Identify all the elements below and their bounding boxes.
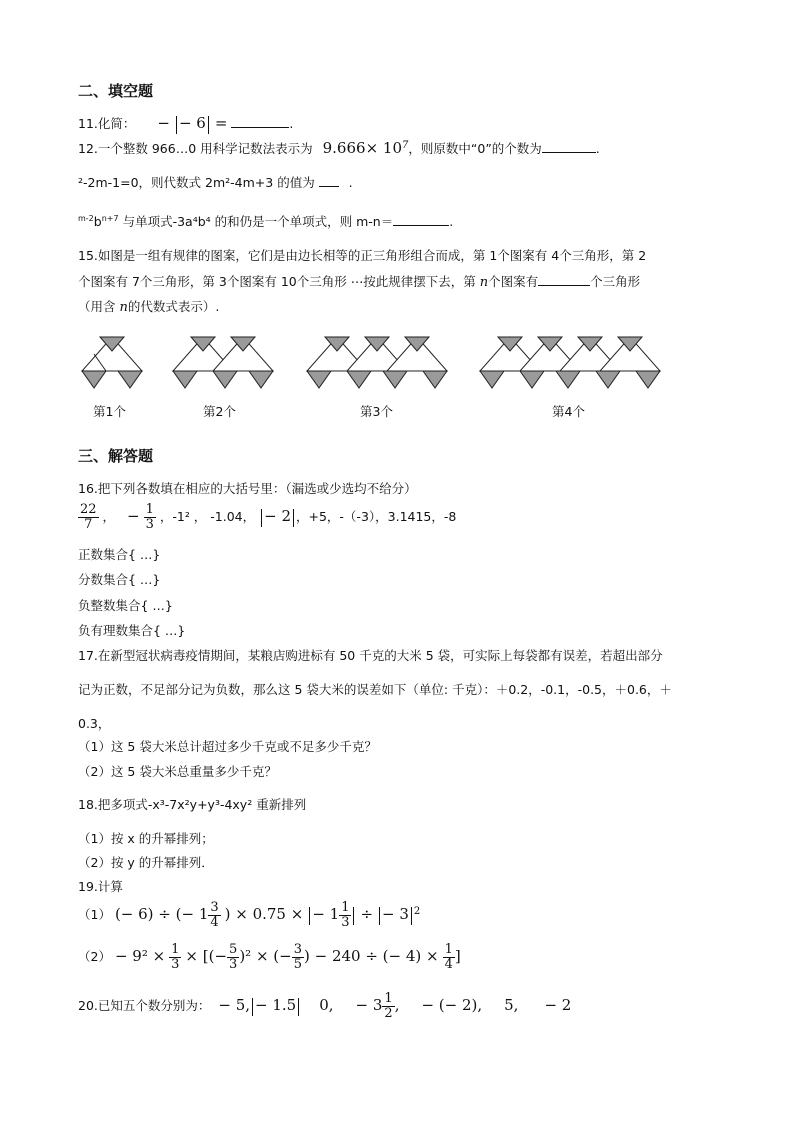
q19-p1-f2-den: 3 [341,915,350,930]
q15-var-n2: n [119,300,128,315]
q20-title: 20.已知五个数分别为： [78,998,211,1013]
question-18-title: 18.把多项式-x³-7x²y+y³-4xy² 重新排列 [78,797,307,812]
question-15-line3 [78,297,219,315]
q11-abs-inner: − 6 [178,114,206,132]
q19-p2-f1-num: 1 [171,942,180,957]
q13-answer-blank [319,174,339,187]
q20-c: 0, [319,996,334,1014]
q15-var-n: n [479,275,489,290]
q12-mid: ，则原数中“0”的个数为 [408,141,542,156]
question-15-line1: 15.如图是一组有规律的图案，它们是由边长相等的正三角形组合而成，第 1个图案有 4个三角形，第 2 [78,248,647,263]
q20-f-num: 1 [384,991,393,1006]
q13-text: ²-2m-1=0，则代数式 2m²-4m+3 的值为 [78,175,315,190]
q12-number: 9.666 [322,139,366,157]
q19-p2-frac3 [292,943,304,972]
q19-p1-e: − 3 [382,905,409,923]
q19-p1-b: ) × 0.75 × [224,905,304,923]
q19-p1-f2-num: 1 [341,900,350,915]
q15-line2c: 个三角形 [590,274,641,289]
pattern-2 [173,337,273,388]
q19-p2-c: )² × (− [239,947,292,965]
q16-set-negative-rational: 负有理数集合{ …} [78,623,186,638]
q16-f1-den: 7 [84,517,93,532]
q16-f1-num: 22 [80,502,97,517]
figure-caption-2: 第2个 [203,404,236,419]
q16-abs-right [293,509,294,527]
q19-p2-f3-den: 5 [293,957,302,972]
question-17-sub2: （2）这 5 袋大米总重量多少千克？ [78,764,277,779]
q19-p1-frac2 [339,901,351,930]
q11-equals: = [214,114,228,132]
q19-p1-label: （1） [78,907,111,922]
q16-abs-left [261,509,262,527]
q19-p1-a: (− 6) ÷ (− 1 [114,905,209,923]
q20-a: − 5, [218,996,251,1014]
q20-d: − 3 [355,996,383,1014]
q16-rest1: ，-1² ， -1.04， [159,509,256,524]
question-19-part2 [78,943,461,972]
question-15-line2 [78,272,640,290]
question-18-sub1: （1）按 x 的升幂排列； [78,831,214,846]
q19-p1-abs2-right [411,907,412,925]
q13-end: . [348,175,353,190]
question-16-title: 16.把下列各数填在相应的大括号里：（漏选或少选均不给分） [78,481,417,496]
q20-f: − (− 2), [421,996,483,1014]
q11-end: . [289,116,294,131]
q16-fraction-1-3 [144,503,156,532]
question-19-title: 19.计算 [78,879,123,894]
q14-sup1: m-2 [78,213,94,223]
q19-p2-f4-den: 4 [444,957,453,972]
q20-b: − 1.5 [255,996,297,1014]
question-17-line3: 0.3， [78,716,111,731]
q16-set-positive: 正数集合{ …} [78,547,161,562]
q19-p2-d: ) − 240 ÷ (− 4) × [303,947,439,965]
question-12 [78,139,600,157]
q19-p1-abs1-left [309,907,310,925]
section-title-solve: 三、解答题 [78,447,154,465]
q19-p1-exp: 2 [413,905,421,917]
q16-minus: − [127,507,140,525]
question-17-line2: 记为正数，不足部分记为负数，那么这 5 袋大米的误差如下（单位: 千克）：＋0.2，-0.1，-0.5，＋0.6，＋ [78,682,672,697]
q11-prefix: 11.化简： [78,116,136,131]
q19-p2-b: × [(− [185,947,228,965]
q12-end: . [595,141,600,156]
q14-end: . [449,214,454,229]
q16-sep1: ， [102,509,116,524]
question-18-sub2: （2）按 y 的升幂排列． [78,855,214,870]
q19-p1-c: − 1 [312,905,340,923]
pattern-1 [82,337,142,388]
pattern-4 [480,337,660,388]
q20-e: , [394,996,400,1014]
q14-b: b [93,214,102,229]
q16-abs-inner: − 2 [264,507,291,525]
question-17-line1: 17.在新型冠状病毒疫情期间，某粮店购进标有 50 千克的大米 5 袋，可实际上每袋都有误差，若超出部分 [78,648,663,663]
q19-p2-f2-den: 3 [229,957,238,972]
q15-answer-blank [538,273,590,286]
q12-answer-blank [542,140,596,153]
q19-p2-e: ] [454,947,461,965]
section-title-fill-in: 二、填空题 [78,82,154,100]
question-19-part1 [78,901,420,930]
question-13 [78,173,353,191]
q16-set-negative-integer: 负整数集合{ …} [78,598,173,613]
q11-minus: − [157,114,170,132]
figure-caption-4: 第4个 [552,404,585,419]
q11-abs-left [176,116,177,134]
q12-exponent: 7 [402,139,409,151]
q19-p2-frac4 [443,943,455,972]
q19-p1-f1-num: 3 [210,900,219,915]
q14-text: 与单项式-3a⁴b⁴ 的和仍是一个单项式，则 m-n＝ [118,214,394,229]
question-20 [78,992,571,1021]
q14-sup2: n+7 [101,213,119,223]
q16-f2-den: 3 [145,517,154,532]
q19-p1-abs1-right [353,907,354,925]
question-16-numbers [78,503,456,532]
q12-prefix: 12.一个整数 966…0 用科学记数法表示为 [78,141,313,156]
q16-f2-num: 1 [145,502,154,517]
q15-line2a: 个图案有 7个三角形，第 3个图案有 10个三角形 ⋯按此规律摆下去，第 [78,274,476,289]
q19-p1-f1-den: 4 [210,915,219,930]
q19-p2-a: − 9² × [114,947,166,965]
q15-line3b: 的代数式表示）. [127,299,220,314]
q15-line2b: 个图案有 [488,274,539,289]
figure-caption-3: 第3个 [360,404,393,419]
q20-g: 5, [504,996,519,1014]
q16-rest2: ，+5，-（-3），3.1415，-8 [296,509,457,524]
q20-abs-left [252,998,253,1016]
q19-p1-frac1 [208,901,220,930]
q20-f-den: 2 [384,1006,393,1021]
q20-fraction-1-2 [382,992,394,1021]
q11-answer-blank [231,115,289,128]
q20-abs-right [298,998,299,1016]
q19-p1-d: ÷ [360,905,374,923]
q16-set-fraction: 分数集合{ …} [78,572,161,587]
q19-p2-frac2 [227,943,239,972]
q19-p2-f3-num: 3 [293,942,302,957]
q19-p2-label: （2） [78,949,111,964]
q14-answer-blank [393,213,449,226]
q19-p2-f4-num: 1 [444,942,453,957]
q19-p1-abs2-left [379,907,380,925]
question-17-sub1: （1）这 5 袋大米总计超过多少千克或不足多少千克？ [78,739,377,754]
q19-p2-f1-den: 3 [171,957,180,972]
q19-p2-frac1 [169,943,181,972]
q19-p2-f2-num: 5 [229,942,238,957]
question-14 [78,212,453,230]
q15-line3a: （用含 [78,299,116,314]
q11-abs-right [208,116,209,134]
q16-fraction-22-7 [78,503,99,532]
q12-times: × 10 [365,139,403,157]
question-11 [78,114,293,134]
pattern-3 [307,337,447,388]
triangle-patterns-figure [76,330,676,392]
q20-h: − 2 [544,996,572,1014]
figure-caption-1: 第1个 [93,404,126,419]
